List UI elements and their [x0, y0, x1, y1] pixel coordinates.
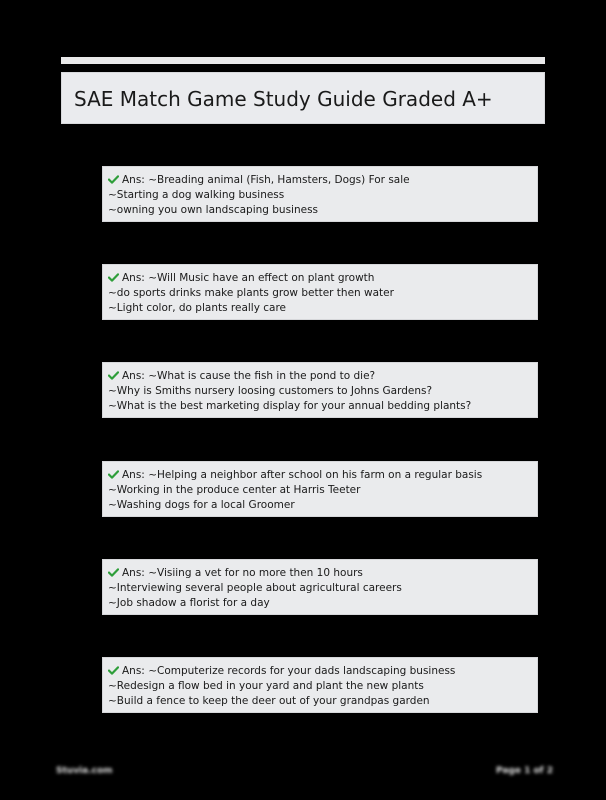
check-icon	[108, 568, 119, 577]
answer-text: ~Breading animal (Fish, Hamsters, Dogs) For sale	[148, 174, 410, 186]
footer-site-text: Stuvia.com	[56, 766, 113, 776]
answer-text: ~What is cause the fish in the pond to die?	[148, 370, 376, 382]
answer-label: Ans:	[122, 370, 149, 382]
answer-box	[102, 166, 538, 222]
check-icon	[108, 470, 119, 479]
answer-text: ~Build a fence to keep the deer out of your grandpas garden	[108, 695, 430, 708]
answer-line	[108, 468, 537, 483]
answer-box	[102, 657, 538, 713]
answer-text: ~Visiing a vet for no more then 10 hours	[148, 567, 363, 579]
footer-page-number: Page 1 of 2	[496, 766, 553, 776]
answer-text: ~Working in the produce center at Harris Teeter	[108, 484, 361, 497]
answer-text: ~Will Music have an effect on plant growth	[148, 272, 375, 284]
check-icon	[108, 273, 119, 282]
answer-text: ~Why is Smiths nursery loosing customers to Johns Gardens?	[108, 385, 433, 398]
document-title: SAE Match Game Study Guide Graded A+	[74, 87, 493, 111]
answer-label: Ans:	[122, 469, 149, 481]
answer-text: ~Redesign a flow bed in your yard and plant the new plants	[108, 680, 424, 693]
title-box	[61, 72, 545, 124]
answer-box	[102, 264, 538, 320]
answer-line	[108, 664, 537, 679]
answer-text: ~Starting a dog walking business	[108, 189, 285, 202]
answer-text: ~Computerize records for your dads landscaping business	[148, 665, 456, 677]
answer-label: Ans:	[122, 174, 149, 186]
answer-text: ~Interviewing several people about agricultural careers	[108, 582, 402, 595]
check-icon	[108, 175, 119, 184]
answer-line	[108, 566, 537, 581]
answer-box	[102, 461, 538, 517]
answer-box	[102, 362, 538, 418]
answer-line	[108, 369, 537, 384]
answer-label: Ans:	[122, 272, 149, 284]
answer-text: ~Light color, do plants really care	[108, 302, 287, 315]
answer-text: ~What is the best marketing display for your annual bedding plants?	[108, 400, 472, 413]
answer-line	[108, 271, 537, 286]
answer-text: ~Job shadow a florist for a day	[108, 597, 270, 610]
answer-label: Ans:	[122, 665, 149, 677]
header-rule	[61, 57, 545, 64]
answer-box	[102, 559, 538, 615]
answer-text: ~Helping a neighbor after school on his farm on a regular basis	[148, 469, 483, 481]
answer-line	[108, 173, 537, 188]
check-icon	[108, 371, 119, 380]
answer-text: ~do sports drinks make plants grow better then water	[108, 287, 394, 300]
answer-label: Ans:	[122, 567, 149, 579]
answer-text: ~owning you own landscaping business	[108, 204, 319, 217]
check-icon	[108, 666, 119, 675]
answer-text: ~Washing dogs for a local Groomer	[108, 499, 295, 512]
